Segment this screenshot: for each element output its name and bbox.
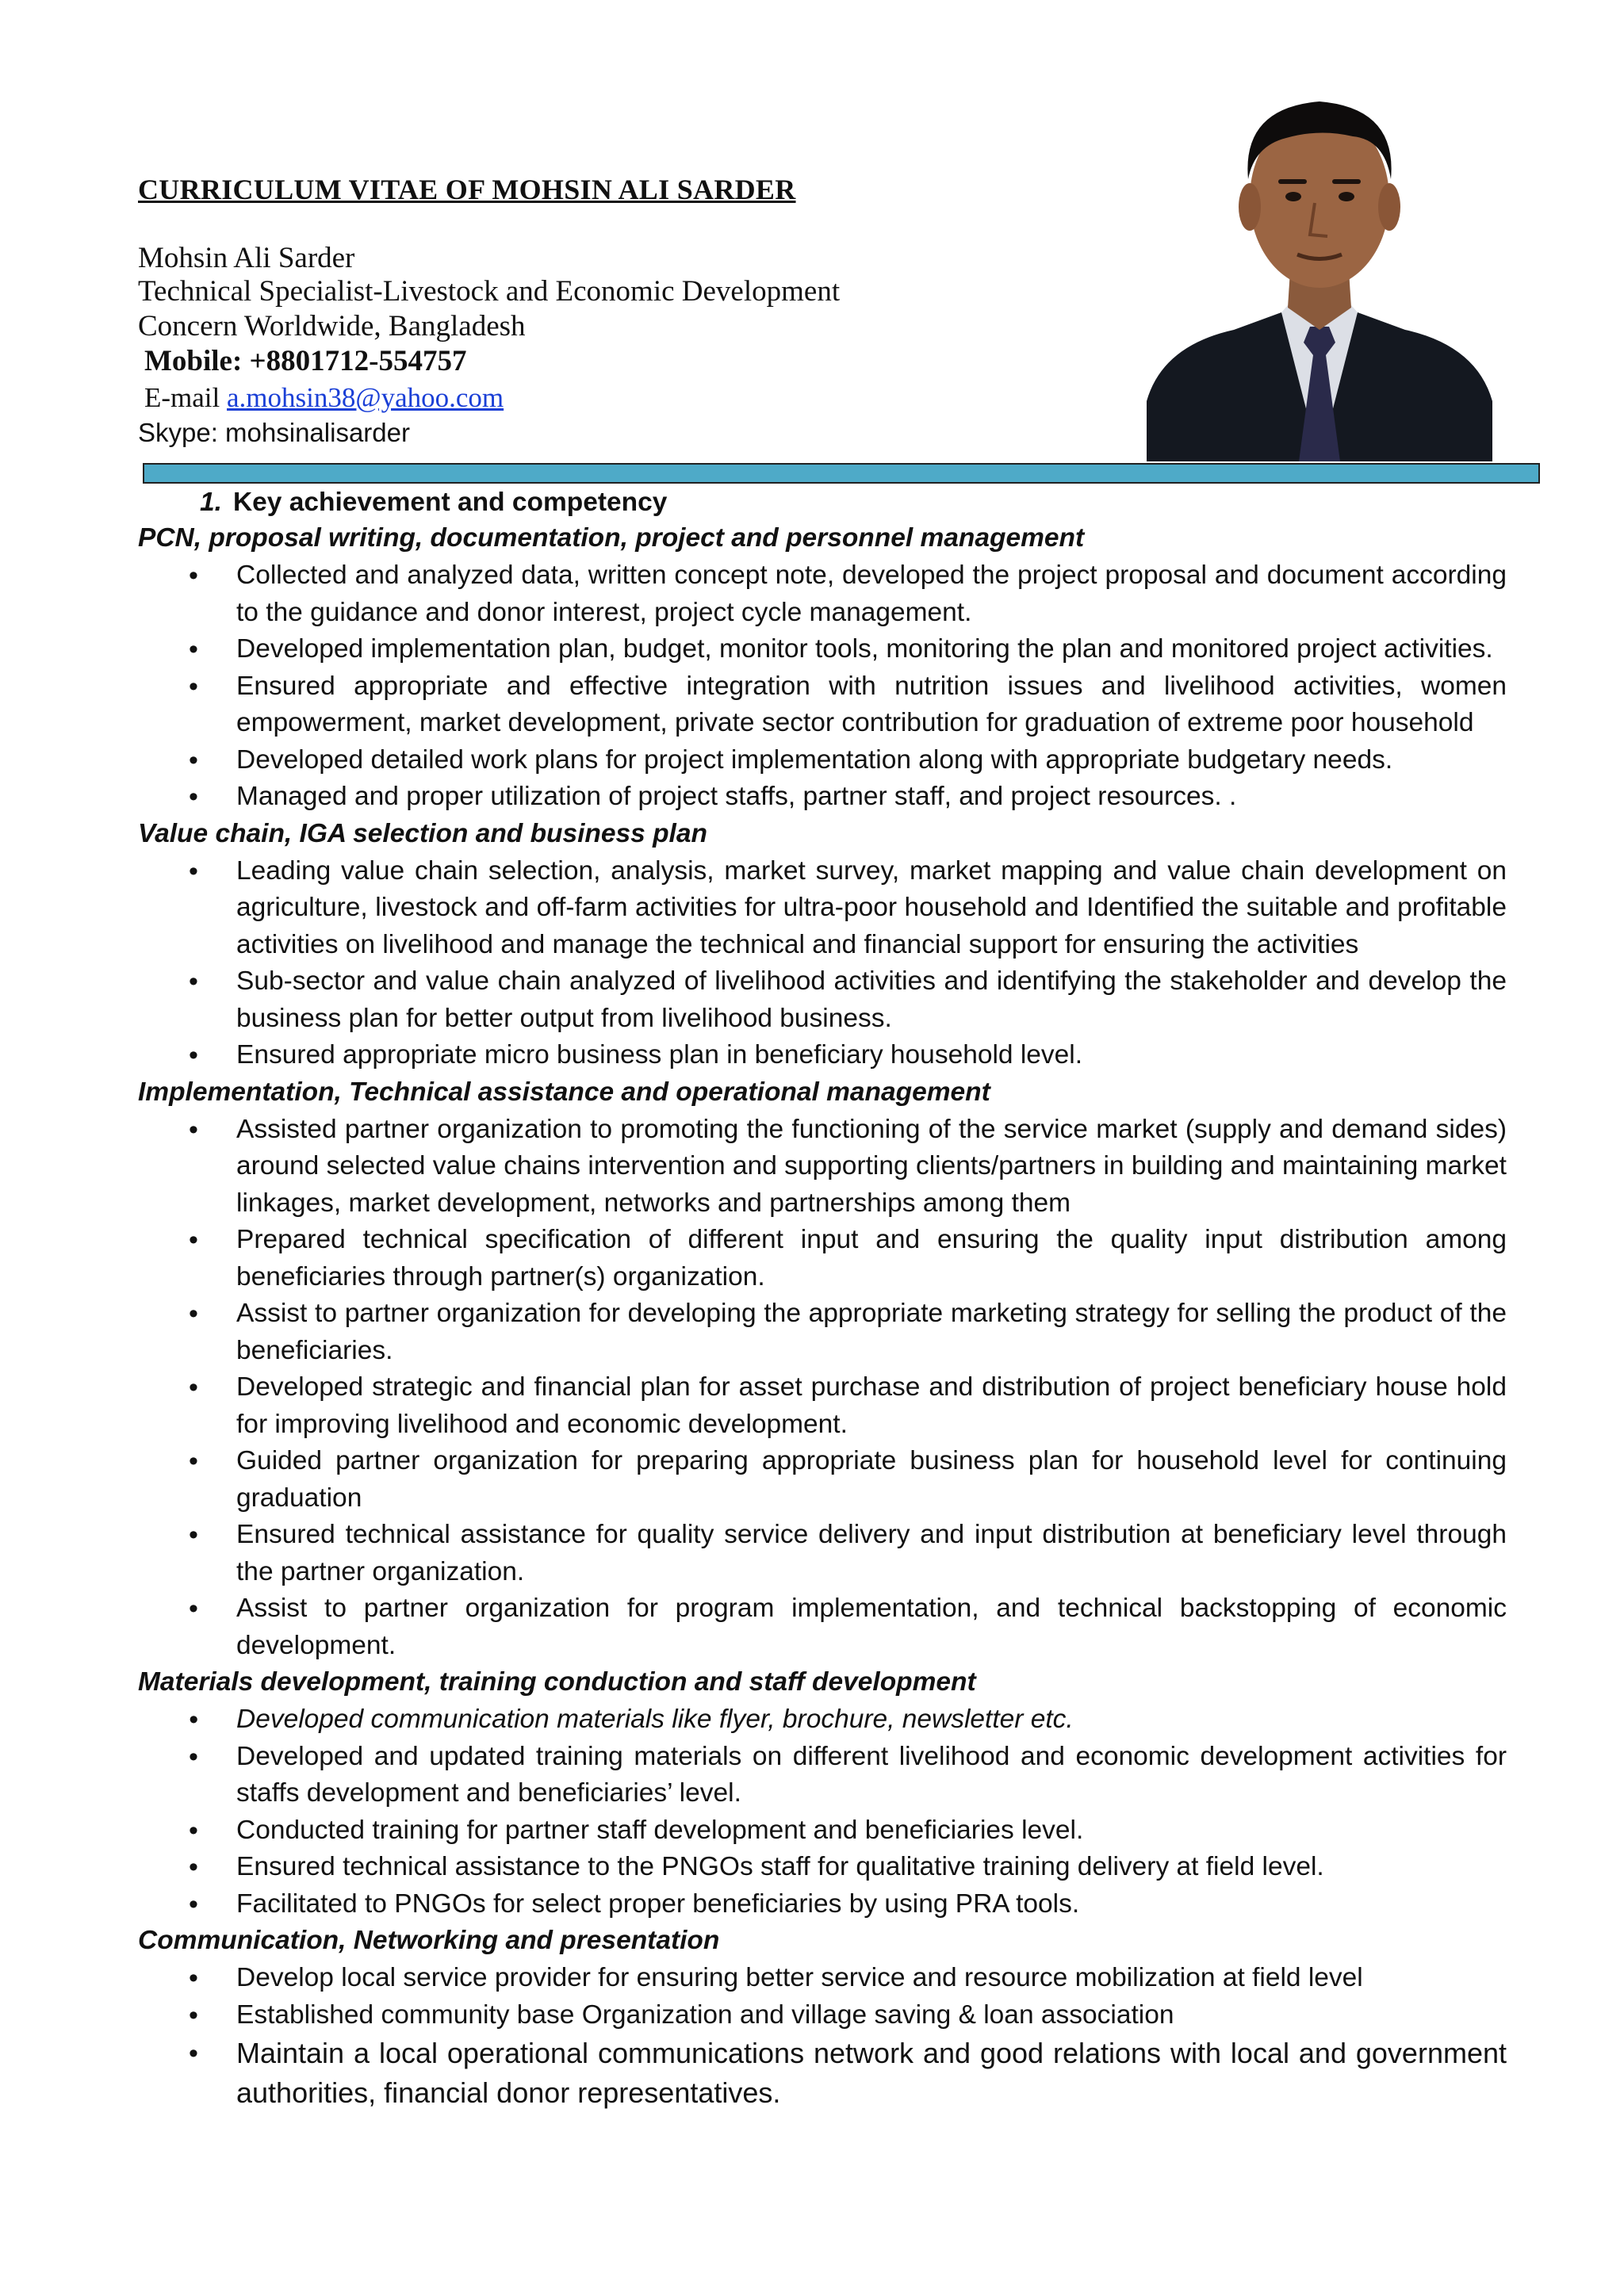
bullet-icon: •	[189, 1225, 198, 1255]
group-heading: Implementation, Technical assistance and operational management	[138, 1077, 990, 1107]
applicant-name: Mohsin Ali Sarder	[138, 242, 355, 274]
bullet-list	[138, 853, 1507, 1074]
section-number: 1.	[200, 488, 222, 517]
applicant-organization: Concern Worldwide, Bangladesh	[138, 310, 526, 342]
list-item: • Ensured technical assistance to the PNGOs staff for qualitative training delivery at field level.	[138, 1849, 1507, 1886]
applicant-role: Technical Specialist-Livestock and Economic Development	[138, 275, 841, 308]
list-item: • Assist to partner organization for program implementation, and technical backstopping of economic development.	[138, 1590, 1507, 1664]
cv-content	[138, 480, 1507, 2113]
list-item: • Guided partner organization for preparing appropriate business plan for household level for continuing graduation	[138, 1443, 1507, 1517]
bullet-list	[138, 1701, 1507, 1923]
group-heading: Communication, Networking and presentation	[138, 1926, 720, 1955]
list-item: • Developed detailed work plans for project implementation along with appropriate budgetary needs.	[138, 742, 1507, 779]
section-title: Key achievement and competency	[232, 488, 668, 517]
list-item: • Ensured technical assistance for quality service delivery and input distribution at beneficiary level through the partner organization.	[138, 1517, 1507, 1590]
bullet-icon: •	[189, 634, 198, 664]
list-item: • Maintain a local operational communications network and good relations with local and government authorities, financial donor representatives.	[138, 2034, 1507, 2113]
bullet-icon: •	[189, 1888, 198, 1919]
list-item: • Developed and updated training materials on different livelihood and economic development activities for staffs development and beneficiaries’ level.	[138, 1739, 1507, 1812]
list-item: • Ensured appropriate and effective integration with nutrition issues and livelihood activities, women empowerment, market development, private sector contribution for graduation of extreme poor household	[138, 668, 1507, 742]
email-link[interactable]: a.mohsin38@yahoo.com	[227, 382, 504, 413]
bullet-icon: •	[189, 1963, 198, 1993]
mobile-number: Mobile: +8801712-554757	[144, 345, 467, 377]
list-item: • Facilitated to PNGOs for select proper beneficiaries by using PRA tools.	[138, 1886, 1507, 1923]
bullet-list	[138, 1960, 1507, 2113]
bullet-icon: •	[189, 1815, 198, 1846]
bullet-icon: •	[189, 671, 198, 702]
bullet-icon: •	[189, 561, 198, 591]
profile-photo-illustration	[1147, 60, 1492, 461]
group-heading: PCN, proposal writing, documentation, project and personnel management	[138, 523, 1085, 553]
bullet-icon: •	[189, 1114, 198, 1145]
bullet-icon: •	[189, 782, 198, 812]
bullet-icon: •	[189, 1741, 198, 1772]
bullet-icon: •	[189, 1446, 198, 1476]
profile-photo	[1147, 60, 1492, 461]
bullet-icon: •	[189, 1299, 198, 1329]
bullet-icon: •	[189, 2038, 198, 2068]
bullet-icon: •	[189, 1705, 198, 1735]
list-item: • Managed and proper utilization of project staffs, partner staff, and project resources. .	[138, 779, 1507, 816]
list-item: • Developed implementation plan, budget, monitor tools, monitoring the plan and monitored project activities.	[138, 631, 1507, 668]
bullet-icon: •	[189, 1852, 198, 1882]
list-item: • Prepared technical specification of different input and ensuring the quality input distribution among beneficiaries through partner(s) organization.	[138, 1222, 1507, 1295]
email-label: E-mail	[144, 382, 227, 413]
section-heading	[200, 480, 1507, 520]
list-item: • Collected and analyzed data, written concept note, developed the project proposal and document according to the guidance and donor interest, project cycle management.	[138, 557, 1507, 631]
bullet-icon: •	[189, 1520, 198, 1550]
list-item: • Developed strategic and financial plan for asset purchase and distribution of project beneficiary house hold for improving livelihood and economic development.	[138, 1369, 1507, 1443]
group-heading: Materials development, training conduction and staff development	[138, 1667, 976, 1697]
bullet-icon: •	[189, 744, 198, 775]
list-item: • Sub-sector and value chain analyzed of livelihood activities and identifying the stakeholder and develop the business plan for better output from livelihood business.	[138, 963, 1507, 1037]
bullet-icon: •	[189, 1040, 198, 1070]
bullet-list	[138, 1112, 1507, 1665]
list-item: • Develop local service provider for ensuring better service and resource mobilization at field level	[138, 1960, 1507, 1997]
list-item: • Conducted training for partner staff development and beneficiaries level.	[138, 1812, 1507, 1850]
list-item: • Leading value chain selection, analysis, market survey, market mapping and value chain development on agriculture, livestock and off-farm activities for ultra-poor household and Identified the suitable and profitable activities on livelihood and manage the technical and financial support for ensuring the activities	[138, 853, 1507, 964]
bullet-icon: •	[189, 1999, 198, 2030]
bullet-icon: •	[189, 855, 198, 886]
bullet-icon: •	[189, 1594, 198, 1624]
email-line	[144, 381, 504, 415]
list-item: • Developed communication materials like flyer, brochure, newsletter etc.	[138, 1701, 1507, 1739]
bullet-icon: •	[189, 966, 198, 997]
list-item: • Ensured appropriate micro business plan in beneficiary household level.	[138, 1037, 1507, 1074]
list-item: • Assist to partner organization for developing the appropriate marketing strategy for selling the product of the beneficiaries.	[138, 1295, 1507, 1369]
bullet-list	[138, 557, 1507, 816]
list-item: • Assisted partner organization to promoting the functioning of the service market (supply and demand sides) around selected value chains intervention and supporting clients/partners in building and maintaining market linkages, market development, networks and partnerships among them	[138, 1112, 1507, 1223]
skype-id: Skype: mohsinalisarder	[138, 418, 410, 447]
bullet-icon: •	[189, 1372, 198, 1402]
list-item: • Established community base Organization and village saving & loan association	[138, 1997, 1507, 2034]
cv-title: CURRICULUM VITAE OF MOHSIN ALI SARDER	[138, 174, 796, 205]
group-heading: Value chain, IGA selection and business plan	[138, 818, 707, 848]
